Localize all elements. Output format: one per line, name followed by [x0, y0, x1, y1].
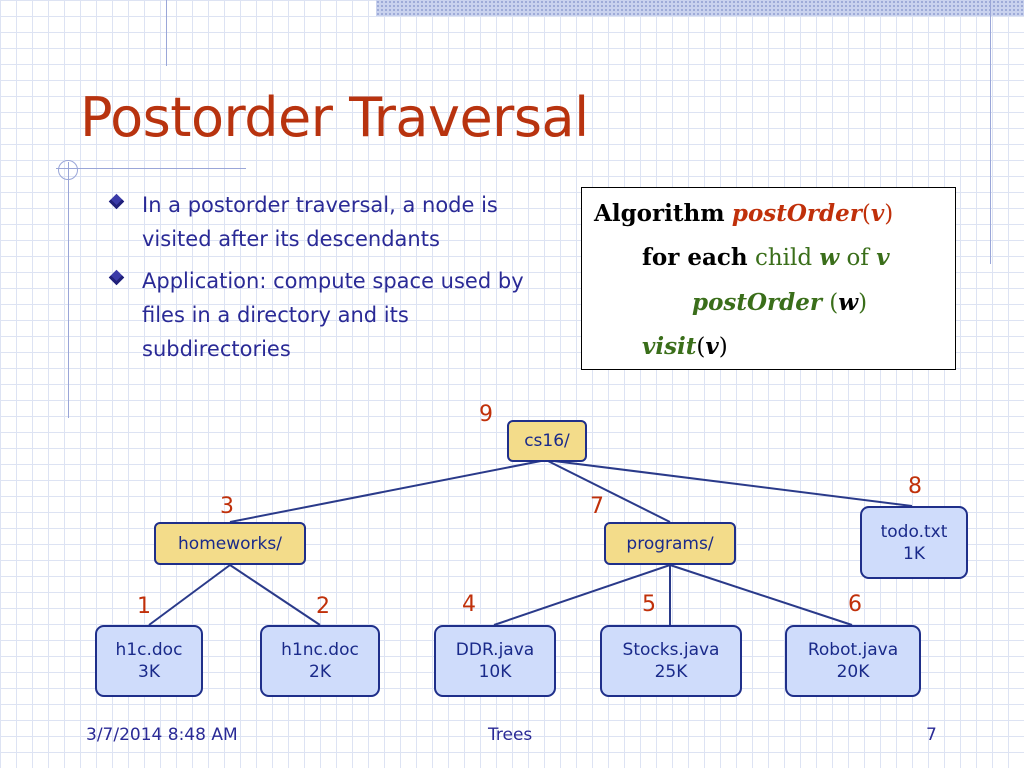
footer-title: Trees [488, 725, 533, 745]
paren: ( [696, 334, 706, 360]
order-number: 2 [316, 594, 330, 619]
keyword-algorithm: Algorithm [594, 200, 725, 227]
order-number: 6 [848, 592, 862, 617]
visit-call: visit [642, 333, 697, 360]
edge-homeworks-h1c [149, 565, 230, 625]
function-name: postOrder [731, 200, 862, 227]
node-label: programs/ [626, 533, 714, 554]
node-programs [604, 522, 736, 565]
footer-page-number: 7 [926, 725, 937, 745]
order-number: 5 [642, 592, 656, 617]
bullet-text: In a postorder traversal, a node is visited after its descendants [142, 193, 498, 251]
node-h1c [95, 625, 203, 697]
node-robot [785, 625, 921, 697]
edge-programs-robot [670, 565, 852, 625]
file-size: 1K [903, 543, 925, 564]
order-number: 8 [908, 474, 922, 499]
var-v: v [876, 244, 890, 271]
file-name: h1c.doc [115, 640, 183, 660]
order-number: 7 [590, 494, 604, 519]
recursive-call: postOrder [692, 289, 822, 316]
node-label: homeworks/ [178, 533, 282, 554]
file-size: 20K [836, 662, 870, 682]
word-of: of [846, 245, 869, 271]
order-number: 3 [220, 494, 234, 519]
var-w: w [838, 289, 859, 316]
file-name: DDR.java [455, 640, 535, 660]
order-number: 4 [462, 592, 476, 617]
edge-root-programs [546, 460, 670, 522]
file-size: 10K [478, 662, 512, 682]
paren: ) [718, 334, 728, 360]
node-homeworks [154, 522, 306, 565]
node-ddr [434, 625, 556, 697]
file-size: 2K [309, 662, 331, 682]
file-size: 3K [138, 662, 160, 682]
file-name: todo.txt [880, 521, 948, 542]
file-name: Stocks.java [622, 640, 720, 660]
node-cs16 [507, 420, 587, 462]
param: v [870, 200, 885, 227]
node-todo [860, 506, 968, 579]
var-w: w [819, 244, 840, 271]
file-name: h1nc.doc [281, 640, 359, 660]
order-number: 9 [479, 402, 493, 427]
node-stocks [600, 625, 742, 697]
paren: ( [821, 290, 839, 316]
node-h1nc [260, 625, 380, 697]
keyword-for-each: for each [642, 244, 748, 271]
order-number: 1 [137, 594, 151, 619]
paren: ( [861, 201, 871, 227]
footer-date: 3/7/2014 8:48 AM [86, 725, 238, 745]
paren: ) [884, 201, 894, 227]
file-name: Robot.java [807, 640, 899, 660]
edge-root-homeworks [230, 460, 546, 522]
paren: ) [858, 290, 868, 316]
var-v: v [705, 333, 719, 360]
word-child: child [754, 245, 813, 271]
bullet-text: Application: compute space used by files in a directory and its subdirectories [142, 269, 524, 361]
edge-homeworks-h1nc [230, 565, 320, 625]
slide-title: Postorder Traversal [80, 86, 589, 149]
file-size: 25K [654, 662, 688, 682]
node-label: cs16/ [524, 431, 570, 451]
